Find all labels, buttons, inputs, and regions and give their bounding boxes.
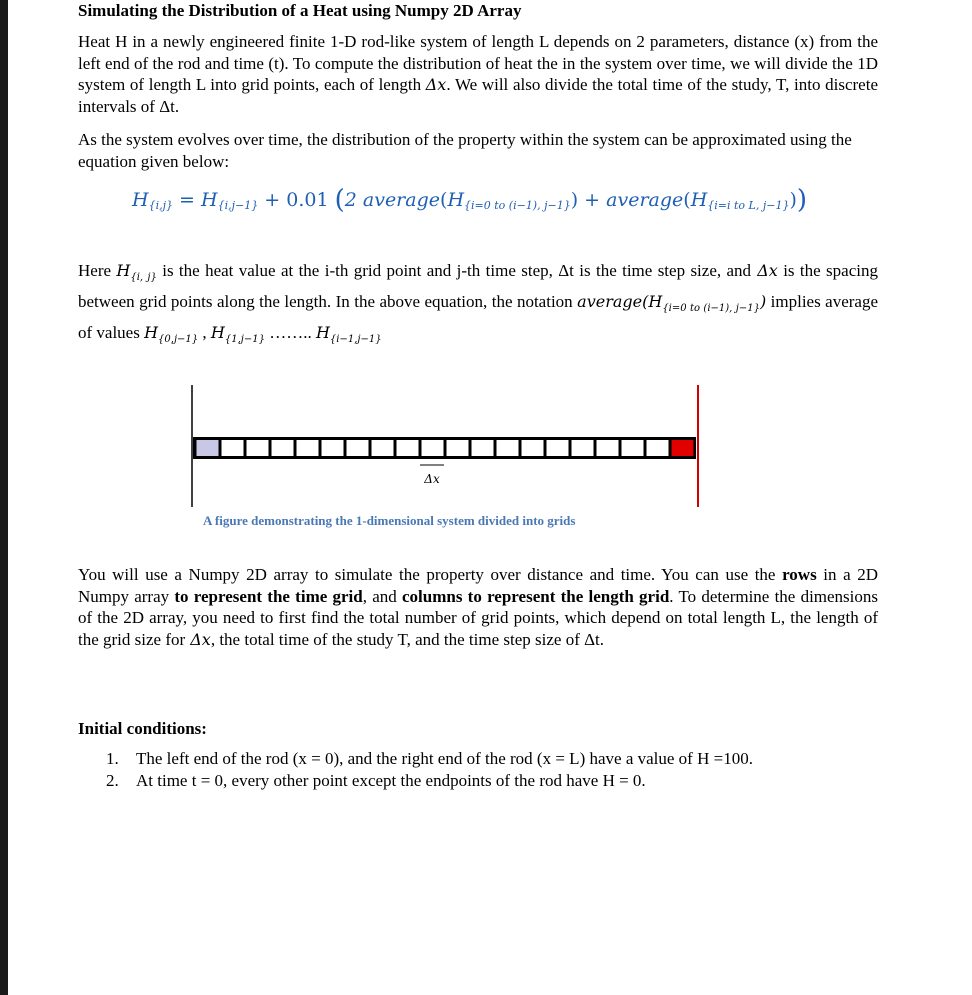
grid-cell xyxy=(597,440,619,456)
grid-cell xyxy=(497,440,519,456)
evolve-paragraph: As the system evolves over time, the distribution of the property within the system can be approximated using the equation given below: xyxy=(78,130,852,171)
grid-cell xyxy=(272,440,294,456)
intro-paragraph: Heat H in a newly engineered finite 1-D rod-like system of length L depends on 2 parameters, distance (x) from the left end of the rod and time (t). To compute the distribution of heat the in the system over time, we will divide the 1D system of length L into grid points, each of length Δx. We will also divide the total time of the study, T, into discrete intervals of Δt. xyxy=(78,32,878,116)
initial-conditions-title: Initial conditions: xyxy=(78,719,207,738)
here-paragraph: Here $H_{\{i, j\}}$ is the heat value at the i-th grid point and j-th time step, Δt is the time step size, and Δx is the spacing between grid points along the length. In the above equation, the notation $average(H_{\{i=0 to (i-1), j-1\}})$ implies average of values $H_{\{0,j-1\}}$ , $H_{\{1,j-1\}}$ …….. $H_{\{i-1,j-1\}}$ xyxy=(78,261,878,346)
grid-cell xyxy=(297,440,319,456)
numpy-paragraph: You will use a Numpy 2D array to simulate the property over distance and time. You can use the rows in a 2D Numpy array to represent the time grid, and columns to represent the length grid. To determine the dimensions of the 2D array, you need to first find the total number of grid points, which depend on total length L, the length of the grid size for Δx, the total time of the study T, and the time step size of Δt. xyxy=(78,565,879,649)
grid-cell xyxy=(472,440,494,456)
grid-cell xyxy=(372,440,394,456)
list-item: 2. At time t = 0, every other point except the endpoints of the rod have H = 0. xyxy=(106,771,646,790)
grid-cell xyxy=(322,440,344,456)
grid-cell xyxy=(547,440,569,456)
grid-cell xyxy=(422,440,444,456)
grid-cell xyxy=(622,440,644,456)
grid-cell-left-end xyxy=(197,440,219,456)
grid-cell xyxy=(347,440,369,456)
grid-cell xyxy=(247,440,269,456)
left-border-strip xyxy=(0,0,8,995)
page-title: Simulating the Distribution of a Heat using Numpy 2D Array xyxy=(78,1,522,20)
grid-cell xyxy=(522,440,544,456)
list-item: 1. The left end of the rod (x = 0), and the right end of the rod (x = L) have a value of H =100. xyxy=(106,749,753,768)
grid-cell xyxy=(222,440,244,456)
grid-cell xyxy=(397,440,419,456)
delta-x-symbol: Δx xyxy=(425,75,447,94)
initial-conditions-list xyxy=(106,748,753,792)
heat-equation: $H_{\{i,j\}} = H_{\{i,j-1\}} + 0.01$ (2 $average(H_{\{i=0 to (i-1), j-1\}})$ + $average(H_{\{i=i to L, j-1\}})$) xyxy=(132,185,808,215)
grid-cell xyxy=(647,440,669,456)
figure-caption: A figure demonstrating the 1-dimensional system divided into grids xyxy=(203,513,576,528)
grid-cell xyxy=(572,440,594,456)
grid-cell-right-end xyxy=(672,440,694,456)
grid-cell xyxy=(447,440,469,456)
rod-grid-figure xyxy=(190,385,710,515)
dx-label: Δx xyxy=(424,472,440,486)
